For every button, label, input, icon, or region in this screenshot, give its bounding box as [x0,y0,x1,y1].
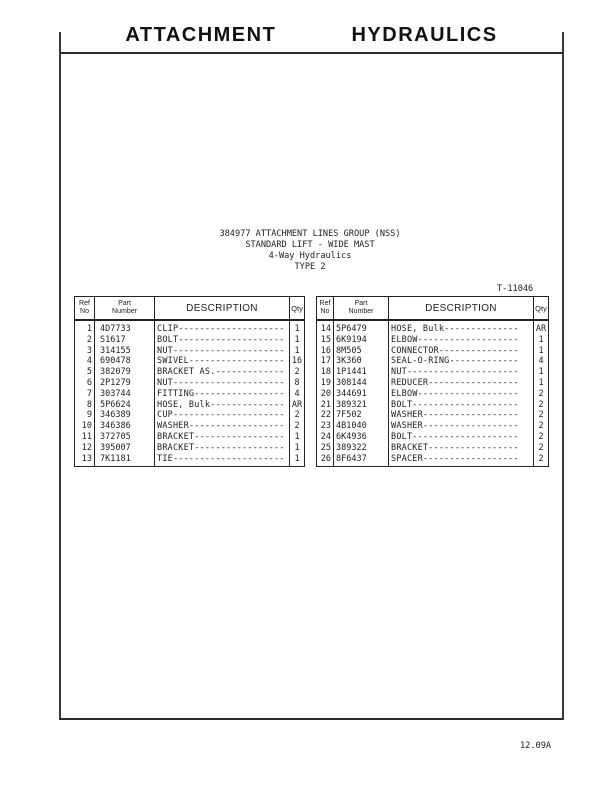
description-cell [155,443,290,454]
description-cell [389,335,534,346]
table-row [317,346,549,357]
table-row [75,320,305,335]
ref-no-cell: 20 [317,389,334,400]
table-row [75,346,305,357]
qty-cell: 16 [291,356,303,367]
table-row [317,400,549,411]
description-cell [155,378,290,389]
ref-no-cell: 18 [317,367,334,378]
table-row [317,356,549,367]
table-row [75,432,305,443]
title-rule [60,52,563,54]
table-row [75,335,305,346]
frame-left-border [59,32,61,720]
frame-bottom-border [60,718,563,720]
description-cell [155,389,290,400]
qty-cell: 2 [538,399,544,410]
description-cell [389,443,534,454]
ref-no-cell: 16 [317,346,334,357]
description-cell [389,454,534,467]
ref-no-cell: 23 [317,421,334,432]
qty-cell: 1 [294,442,300,453]
ref-no-cell: 4 [75,356,95,367]
part-number-cell: 346389 [95,410,155,421]
header-description: DESCRIPTION [389,297,534,321]
description-cell [389,400,534,411]
header-part-number: Part Number [95,297,155,321]
part-number-cell: 308144 [334,378,389,389]
table-header-row [317,297,549,321]
qty-cell: 2 [538,453,544,464]
table-row [75,443,305,454]
ref-no-cell: 19 [317,378,334,389]
header-qty: Qty [534,297,549,321]
group-heading-line: TYPE 2 [294,262,326,272]
description-cell [155,421,290,432]
description-cell [155,400,290,411]
description-cell [389,421,534,432]
ref-no-cell: 24 [317,432,334,443]
qty-cell: 1 [294,324,300,334]
description-text: NUT ----- [157,346,283,357]
qty-cell: 1 [538,345,544,356]
header-ref-no: Ref No [317,297,334,321]
description-text: BRACKET ----- [157,432,283,443]
description-cell [389,346,534,357]
qty-cell: 4 [294,388,300,399]
description-text: REDUCER ----- [391,378,517,389]
description-text: ELBOW ----- [391,389,517,400]
table-row [75,389,305,400]
description-text: ELBOW ----- [391,335,517,346]
description-text: CLIP ----- [157,324,283,335]
ref-no-cell: 5 [75,367,95,378]
group-heading-line: 384977 ATTACHMENT LINES GROUP (NSS) [219,229,401,239]
group-heading [160,229,460,273]
description-text: TIE ----- [157,454,283,465]
table-row [75,356,305,367]
ref-no-cell: 8 [75,400,95,411]
description-text: CONNECTOR ----- [391,346,517,357]
qty-cell: AR [535,324,547,334]
qty-cell: 1 [538,367,544,378]
part-number-cell: 1P1441 [334,367,389,378]
qty-cell: 2 [538,421,544,432]
description-text: BOLT ----- [391,400,517,411]
ref-no-cell: 22 [317,410,334,421]
part-number-cell: 690478 [95,356,155,367]
qty-cell: 2 [294,421,300,432]
description-text: CUP ----- [157,410,283,421]
part-number-cell: 314155 [95,346,155,357]
part-number-cell: 7F502 [334,410,389,421]
part-number-cell: 5P6624 [95,400,155,411]
qty-cell: 1 [294,431,300,442]
ref-no-cell: 7 [75,389,95,400]
part-number-cell: 3K360 [334,356,389,367]
table-row [317,367,549,378]
description-cell [155,367,290,378]
drawing-reference: T-11046 [497,284,534,294]
ref-no-cell: 17 [317,356,334,367]
part-number-cell: 372705 [95,432,155,443]
description-cell [389,320,534,335]
description-text: WASHER ----- [391,421,517,432]
parts-table-left [74,296,305,467]
qty-cell: 1 [294,453,300,464]
description-text: SWIVEL ----- [157,356,283,367]
qty-cell: 2 [538,410,544,421]
description-cell [389,410,534,421]
table-row [75,410,305,421]
part-number-cell: S1617 [95,335,155,346]
parts-table-left-body [75,320,305,467]
description-text: BOLT ----- [391,432,517,443]
qty-cell: 2 [538,431,544,442]
qty-cell: 1 [538,334,544,345]
description-cell [155,454,290,467]
table-row [317,443,549,454]
header-description: DESCRIPTION [155,297,290,321]
qty-cell: AR [291,399,303,410]
qty-cell: 2 [538,388,544,399]
ref-no-cell: 10 [75,421,95,432]
description-cell [155,320,290,335]
table-row [317,378,549,389]
parts-table-right-body [317,320,549,467]
qty-cell: 1 [538,377,544,388]
description-cell [155,356,290,367]
header-part-number: Part Number [334,297,389,321]
description-cell [155,410,290,421]
part-number-cell: 6K4936 [334,432,389,443]
table-row [317,454,549,467]
description-text: HOSE, Bulk ----- [157,400,283,411]
ref-no-cell: 15 [317,335,334,346]
description-text: NUT ----- [157,378,283,389]
ref-no-cell: 13 [75,454,95,467]
description-cell [389,389,534,400]
part-number-cell: 8M505 [334,346,389,357]
qty-cell: 2 [294,410,300,421]
table-row [75,454,305,467]
table-header-row [75,297,305,321]
part-number-cell: 395007 [95,443,155,454]
description-text: WASHER ----- [391,410,517,421]
ref-no-cell: 25 [317,443,334,454]
description-text: BOLT ----- [157,335,283,346]
description-cell [155,432,290,443]
qty-cell: 2 [538,442,544,453]
group-heading-line: STANDARD LIFT - WIDE MAST [245,240,375,250]
description-cell [389,432,534,443]
header-qty: Qty [290,297,305,321]
table-row [317,410,549,421]
part-number-cell: 4B1040 [334,421,389,432]
description-cell [155,335,290,346]
part-number-cell: 303744 [95,389,155,400]
parts-table-right [316,296,549,467]
header-ref-no: Ref No [75,297,95,321]
ref-no-cell: 2 [75,335,95,346]
part-number-cell: 8F6437 [334,454,389,467]
part-number-cell: 5P6479 [334,320,389,335]
table-row [75,367,305,378]
page-number: 12.09A [520,741,552,751]
part-number-cell: 389322 [334,443,389,454]
table-row [75,378,305,389]
page-title: ATTACHMENT HYDRAULICS [125,24,498,46]
qty-cell: 2 [294,367,300,378]
ref-no-cell: 11 [75,432,95,443]
description-text: FITTING ----- [157,389,283,400]
ref-no-cell: 3 [75,346,95,357]
part-number-cell: 6K9194 [334,335,389,346]
table-row [317,335,549,346]
description-text: SPACER ----- [391,454,517,465]
part-number-cell: 389321 [334,400,389,411]
description-cell [389,378,534,389]
ref-no-cell: 12 [75,443,95,454]
part-number-cell: 2P1279 [95,378,155,389]
description-text: BRACKET AS. ----- [157,367,283,378]
ref-no-cell: 26 [317,454,334,467]
description-text: NUT ----- [391,367,517,378]
table-row [317,320,549,335]
qty-cell: 1 [294,345,300,356]
part-number-cell: 4D7733 [95,320,155,335]
table-row [75,421,305,432]
description-text: HOSE, Bulk ----- [391,324,517,335]
description-cell [155,346,290,357]
table-row [75,400,305,411]
table-row [317,421,549,432]
qty-cell: 8 [294,377,300,388]
description-cell [389,356,534,367]
part-number-cell: 382079 [95,367,155,378]
ref-no-cell: 14 [317,320,334,335]
ref-no-cell: 1 [75,320,95,335]
ref-no-cell: 21 [317,400,334,411]
description-text: BRACKET ----- [391,443,517,454]
table-row [317,432,549,443]
qty-cell: 4 [538,356,544,367]
part-number-cell: 346386 [95,421,155,432]
ref-no-cell: 6 [75,378,95,389]
table-row [317,389,549,400]
description-cell [389,367,534,378]
part-number-cell: 344691 [334,389,389,400]
part-number-cell: 7K1181 [95,454,155,467]
qty-cell: 1 [294,334,300,345]
description-text: BRACKET ----- [157,443,283,454]
description-text: SEAL-O-RING ----- [391,356,517,367]
ref-no-cell: 9 [75,410,95,421]
frame-right-border [562,32,564,720]
group-heading-line: 4-Way Hydraulics [268,251,352,261]
description-text: WASHER ----- [157,421,283,432]
